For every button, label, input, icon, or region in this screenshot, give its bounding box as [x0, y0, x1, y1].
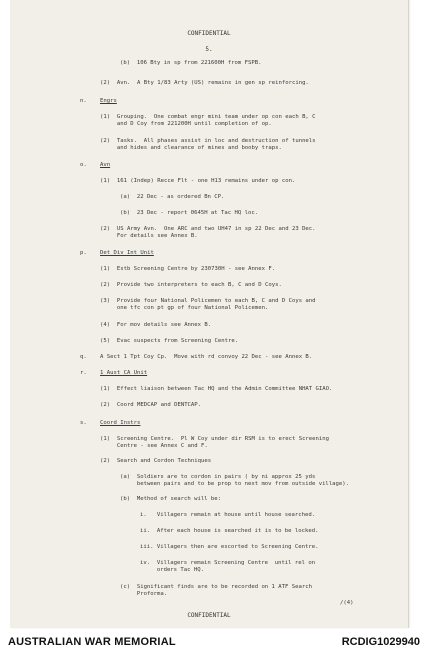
- text-line: iii. Villagers then are escorted to Screening Centre.: [140, 544, 319, 550]
- text-line: (a) 22 Dec - as ordered Bn CP.: [120, 194, 225, 200]
- page-continuation: /(4): [340, 600, 354, 606]
- para-title: Avn: [100, 162, 111, 168]
- para-label: s.: [80, 420, 87, 426]
- text-line: (1) Effect liaison between Tac HQ and the Admin Committee NHAT GIAO.: [100, 386, 333, 392]
- classification-footer: CONFIDENTIAL: [187, 612, 231, 619]
- para-label: q.: [80, 354, 87, 360]
- para-title: Coord Instrs: [100, 420, 141, 426]
- text-line: Centre - see Annex C and F.: [100, 443, 208, 449]
- text-line: For details see Annex B.: [100, 233, 198, 239]
- text-line: (b) Method of search will be:: [120, 496, 222, 502]
- text-line: (2) Coord MEDCAP and DENTCAP.: [100, 402, 202, 408]
- archive-name: AUSTRALIAN WAR MEMORIAL: [8, 636, 176, 648]
- text-line: (a) Soldiers are to cordon in pairs ( by ni approx 25 yds: [120, 474, 316, 480]
- page-number: 5.: [205, 46, 213, 53]
- text-line: (c) Significant finds are to be recorded on 1 ATF Search: [120, 584, 312, 590]
- text-line: (2) Search and Cordon Techniques: [100, 458, 212, 464]
- para-title: 1 Aust CA Unit: [100, 370, 148, 376]
- text-line: (2) Provide two interpreters to each B, C and D Coys.: [100, 282, 282, 288]
- text-line: between pairs and to be prop to next mov from outside village).: [120, 481, 350, 487]
- text-line: (2) Tasks. All phases assist in loc and destruction of tunnels: [100, 138, 316, 144]
- text-line: (2) Avn. A Bty 1/83 Arty (US) remains in gen sp reinforcing.: [100, 80, 309, 86]
- text-line: (2) US Army Avn. One ARC and two UH47 in sp 22 Dec and 23 Dec.: [100, 226, 316, 232]
- text-line: ii. After each house is searched it is to be locked.: [140, 528, 319, 534]
- para-label: r.: [80, 370, 87, 376]
- para-label: p.: [80, 250, 87, 256]
- para-label: n.: [80, 98, 87, 104]
- document-page: [10, 0, 409, 628]
- text-line: (1) 161 (Indep) Recce Flt - one H13 remains under op con.: [100, 178, 296, 184]
- para-title: Engrs: [100, 98, 117, 104]
- text-line: Proforma.: [120, 591, 168, 597]
- para-label: o.: [80, 162, 87, 168]
- text-line: i. Villagers remain at house until house searched.: [140, 512, 316, 518]
- text-line: (1) Screening Centre. Pl W Coy under dir RSM is to erect Screening: [100, 436, 330, 442]
- text-line: (1) Estb Screening Centre by 230730H - see Annex F.: [100, 266, 276, 272]
- para-title: Det Div Int Unit: [100, 250, 154, 256]
- text-line: (5) Evac suspects from Screening Centre.: [100, 338, 239, 344]
- text-line: A Sect 1 Tpt Coy Cp. Move with rd convoy 22 Dec - see Annex B.: [100, 354, 313, 360]
- text-line: (1) Grouping. One combat engr mini team under op con each B, C: [100, 114, 316, 120]
- classification-header: CONFIDENTIAL: [187, 30, 231, 37]
- text-line: one tfc con pt gp of four National Policemen.: [100, 305, 269, 311]
- text-line: (3) Provide four National Policemen to each B, C and D Coys and: [100, 298, 316, 304]
- text-line: and D Coy from 221200H until completion of op.: [100, 121, 272, 127]
- archive-footer: [0, 630, 426, 654]
- text-line: iv. Villagers remain Screening Centre until rel on: [140, 560, 316, 566]
- text-line: and hides and clearance of mines and booby traps.: [100, 145, 282, 151]
- archive-reference: RCDIG1029940: [341, 636, 420, 648]
- text-line: (b) 23 Dec - report 0645H at Tac HQ loc.: [120, 210, 259, 216]
- text-line: (b) 106 Bty in sp from 221600H from FSPB.: [120, 60, 262, 66]
- text-line: (4) For mov details see Annex B.: [100, 322, 212, 328]
- text-line: orders Tac HQ.: [140, 567, 204, 573]
